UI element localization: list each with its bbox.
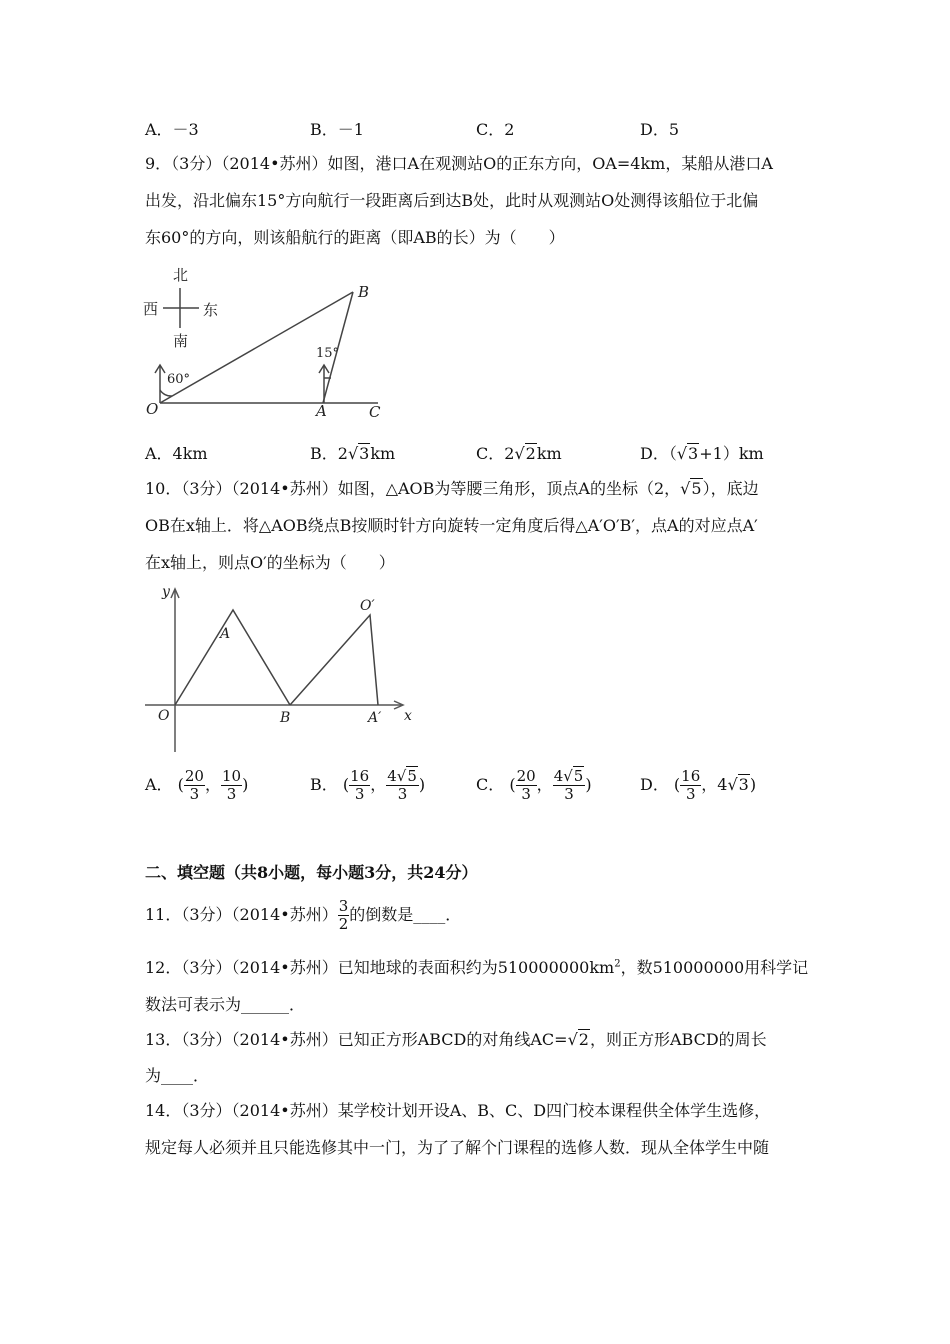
point-b-label: B <box>280 710 291 726</box>
compass-north: 北 <box>173 266 189 284</box>
q12-line-2: 数法可表示为______． <box>145 995 306 1014</box>
label-a: A <box>316 402 327 420</box>
q10-option-a: A． ( $\frac{20}{3}$ ， $\frac{10}{3}$ ) <box>145 767 249 803</box>
compass-south: 南 <box>173 332 189 350</box>
triangle-a-o-b-prime <box>290 615 378 705</box>
q10-option-c: C． ( $\frac{20}{3}$ ， $\frac{4√5}{3}$ ) <box>476 767 592 803</box>
q8-option-d: D．5 <box>640 120 680 139</box>
angle-60-label: 60° <box>167 372 191 387</box>
q11: 11．（3分）（2014•苏州） $\frac{3}{2}$ 的倒数是____． <box>145 897 462 933</box>
q8-option-b: B．－1 <box>310 120 364 139</box>
compass-west: 西 <box>143 300 159 318</box>
triangle-aob <box>175 610 290 705</box>
q9-line-2: 出发，沿北偏东15°方向航行一段距离后到达B处，此时从观测站O处测得该船位于北偏 <box>145 191 759 210</box>
origin-label: O <box>158 708 170 724</box>
q10-line-2: OB在x轴上．将△AOB绕点B按顺时针方向旋转一定角度后得△A′O′B′，点A的对应点A′ <box>145 516 758 535</box>
q8-option-a: A．－3 <box>145 120 199 139</box>
point-a-prime-label: A′ <box>368 710 382 726</box>
q10-option-d: D． ( $\frac{16}{3}$ ，4√3) <box>640 767 757 803</box>
q9-line-3: 东60°的方向，则该船航行的距离（即AB的长）为（ ） <box>145 228 565 247</box>
label-o: O <box>146 400 159 418</box>
label-c: C <box>369 403 381 421</box>
q13-line-2: 为____． <box>145 1066 210 1085</box>
point-o-prime-label: O′ <box>360 598 375 614</box>
q8-option-c: C．2 <box>476 120 515 139</box>
label-b: B <box>358 283 370 301</box>
q10-line-1: 10．（3分）（2014•苏州）如图，△AOB为等腰三角形，顶点A的坐标（2，√5），底边 <box>145 479 759 498</box>
q10-option-b: B． ( $\frac{16}{3}$ ， $\frac{4√5}{3}$ ) <box>310 767 426 803</box>
q10-line-3: 在x轴上，则点O′的坐标为（ ） <box>145 553 395 572</box>
q12-line-1: 12．（3分）（2014•苏州）已知地球的表面积约为$510000000km^2$，数510000000用科学记 <box>145 958 809 977</box>
q9-option-b: B．2√3km <box>310 444 396 463</box>
q9-option-d: D．（√3+1）km <box>640 444 764 463</box>
axis-y-label: y <box>162 584 170 600</box>
q14-line-2: 规定每人必须并且只能选修其中一门，为了了解个门课程的选修人数．现从全体学生中随 <box>145 1138 770 1157</box>
q13-line-1: 13．（3分）（2014•苏州）已知正方形ABCD的对角线AC=√2，则正方形ABCD的周长 <box>145 1030 767 1049</box>
q9-option-a: A．4km <box>145 444 208 463</box>
q9-option-c: C．2√2km <box>476 444 562 463</box>
point-a-label: A <box>220 626 231 642</box>
compass-east: 东 <box>203 301 219 319</box>
section-2-title: 二、填空题（共8小题，每小题3分，共24分） <box>145 863 478 882</box>
angle-15-label: 15° <box>316 346 340 361</box>
angle-arc-o <box>160 390 172 396</box>
q14-line-1: 14．（3分）（2014•苏州）某学校计划开设A、B、C、D四门校本课程供全体学生选修， <box>145 1101 771 1120</box>
q9-line-1: 9．（3分）（2014•苏州）如图，港口A在观测站O的正东方向，OA=4km，某船从港口A <box>145 154 773 173</box>
axis-x-label: x <box>404 708 412 724</box>
